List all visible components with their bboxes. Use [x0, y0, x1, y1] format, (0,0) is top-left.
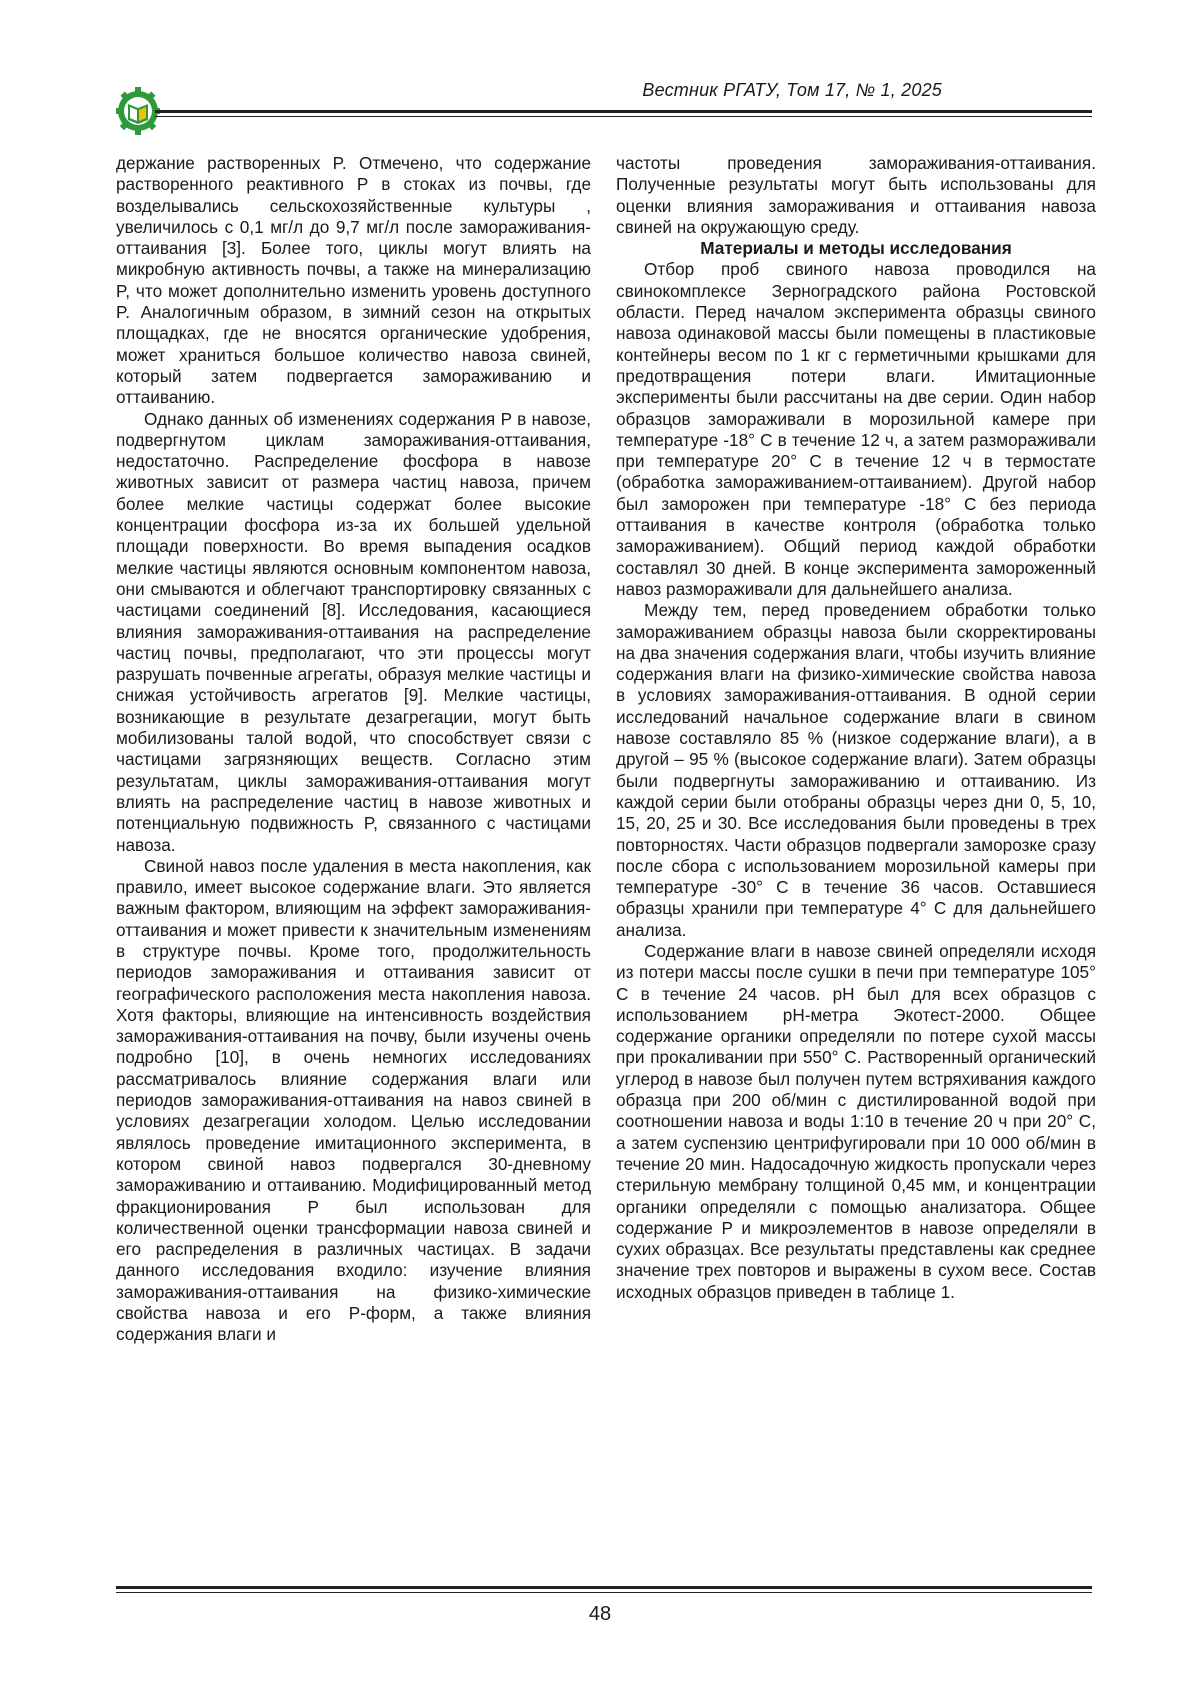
paragraph: Отбор проб свиного навоза проводился на свинокомплексе Зерноградского района Ростовской области. Перед началом эксперимента образцы свиного навоза одинаковой массы были помещены в пластиковые контейнеры весом по 1 кг с герметичными крышками для предотвращения потери влаги. Имитационные эксперименты были рассчитаны на две серии. Один набор образцов замораживали в морозильной камере при температуре -18° С в течение 12 ч, а затем размораживали при температуре 20° С в течение 12 ч в термостате (обработка замораживанием-оттаиванием). Другой набор был заморожен при температуре -18° С без периода оттаивания в качестве контроля (обработка только замораживанием). Общий период каждой обработки составлял 30 дней. В конце эксперимента замороженный навоз размораживали для дальнейшего анализа. — [616, 259, 1096, 599]
footer-rule-thin — [116, 1592, 1092, 1593]
header-rule — [155, 110, 1092, 113]
left-column — [116, 153, 591, 1346]
header-rule-thin — [155, 116, 1092, 117]
page-number: 48 — [588, 1603, 612, 1625]
right-column — [616, 153, 1096, 1303]
journal-header: Вестник РГАТУ, Том 17, № 1, 2025 — [642, 80, 942, 100]
paragraph: Однако данных об изменениях содержания P в навозе, подвергнутом циклам замораживания-оттаивания, недостаточно. Распределение фосфора в навозе животных зависит от размера частиц навоза, причем более мелкие частицы содержат более высокие концентрации фосфора из-за их большей удельной площади поверхности. Во время выпадения осадков мелкие частицы являются основным компонентом навоза, они смываются и облегчают транспортировку связанных с частицами соединений [8]. Исследования, касающиеся влияния замораживания-оттаивания на распределение частиц почвы, предполагают, что эти процессы могут разрушать почвенные агрегаты, образуя мелкие частицы и снижая устойчивость агрегатов [9]. Мелкие частицы, возникающие в результате дезагрегации, могут быть мобилизованы талой водой, что способствует связи с частицами загрязняющих веществ. Согласно этим результатам, циклы замораживания-оттаивания могут влиять на распределение частиц в навозе животных и потенциальную подвижность P, связанного с частицами навоза. — [116, 408, 591, 855]
paragraph: частоты проведения замораживания-оттаивания. Полученные результаты могут быть использованы для оценки влияния замораживания и оттаивания навоза свиней на окружающую среду. — [616, 153, 1096, 237]
footer-rule — [116, 1586, 1092, 1589]
section-heading: Материалы и методы исследования — [700, 238, 1012, 259]
paragraph: Между тем, перед проведением обработки только замораживанием образцы навоза были скорректированы на два значения содержания влаги, чтобы изучить влияние содержания влаги на физико-химические свойства навоза в условиях замораживания-оттаивания. В одной серии исследований начальное содержание влаги в свином навозе составляло 85 % (низкое содержание влаги), а в другой – 95 % (высокое содержание влаги). Затем образцы были подвергнуты замораживанию и оттаиванию. Из каждой серии были отобраны образцы через дни 0, 5, 10, 15, 20, 25 и 30. Все исследования были проведены в трех повторностях. Части образцов подвергали заморозке сразу после сбора с использованием морозильной камеры при температуре -30° С в течение 36 часов. Оставшиеся образцы хранили при температуре 4° С для дальнейшего анализа. — [616, 600, 1096, 940]
journal-logo — [116, 84, 160, 138]
paragraph: держание растворенных P. Отмечено, что содержание растворенного реактивного P в стоках из почвы, где возделывались сельскохозяйственные культуры , увеличилось с 0,1 мг/л до 9,7 мг/л после замораживания-оттаивания [3]. Более того, циклы могут влиять на микробную активность почвы, а также на минерализацию P, что может дополнительно изменить уровень доступного P. Аналогичным образом, в зимний сезон на открытых площадках, где не вносятся органические удобрения, может храниться большое количество навоза свиней, который затем подвергается замораживанию и оттаиванию. — [116, 153, 591, 408]
paragraph: Содержание влаги в навозе свиней определяли исходя из потери массы после сушки в печи при температуре 105° С в течение 24 часов. pH был для всех образцов с использованием pH-метра Экотест-2000. Общее содержание органики определяли по потере сухой массы при прокаливании при 550° С. Растворенный органический углерод в навозе был получен путем встряхивания каждого образца при 200 об/мин с дистилированной водой при соотношении навоза и воды 1:10 в течение 20 ч при 20° С, а затем суспензию центрифугировали при 10 000 об/мин в течение 20 мин. Надосадочную жидкость пропускали через стерильную мембрану толщиной 0,45 мм, и концентрации органики определяли с помощью анализатора. Общее содержание P и микроэлементов в навозе определяли в сухих образцах. Все результаты представлены как среднее значение трех повторов и выражены в сухом весе. Состав исходных образцов приведен в таблице 1. — [616, 940, 1096, 1302]
paragraph: Свиной навоз после удаления в места накопления, как правило, имеет высокое содержание влаги. Это является важным фактором, влияющим на эффект замораживания-оттаивания и может привести к значительным изменениям в структуре почвы. Кроме того, продолжительность периодов замораживания и оттаивания зависит от географического расположения места накопления навоза. Хотя факторы, влияющие на интенсивность воздействия замораживания-оттаивания на почву, были изучены очень подробно [10], в очень немногих исследованиях рассматривалось влияние содержания влаги или периодов замораживания-оттаивания на навоз свиней в условиях дезагрегации холодом. Целью исследовании являлось проведение имитационного эксперимента, в котором свиной навоз подвергался 30-дневному замораживанию и оттаиванию. Модифицированный метод фракционирования P был использован для количественной оценки трансформации навоза свиней и его распределения в различных частицах. В задачи данного исследования входило: изучение влияния замораживания-оттаивания на физико-химические свойства навоза и его P-форм, а также влияния содержания влаги и — [116, 855, 591, 1345]
